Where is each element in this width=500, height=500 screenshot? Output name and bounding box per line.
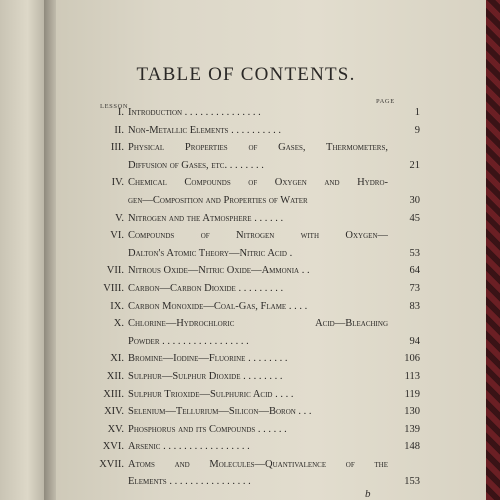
page-number: 106: [404, 353, 420, 365]
toc-entry-line: [80, 195, 420, 213]
table-of-contents: [80, 107, 420, 487]
lesson-title: Nitrous Oxide—Nitric Oxide—Ammonia . .: [128, 265, 310, 277]
lesson-number: IX.: [110, 300, 124, 312]
lesson-number: X.: [113, 318, 124, 330]
lesson-title: Sulphur—Sulphur Dioxide . . . . . . . .: [128, 370, 283, 382]
toc-entry-line: [80, 459, 420, 477]
lesson-number: XIII.: [103, 388, 124, 400]
toc-entry-line: [80, 371, 420, 389]
lesson-title: Dalton's Atomic Theory—Nitric Acid .: [128, 247, 293, 259]
lesson-title: Bromine—Iodine—Fluorine . . . . . . . .: [128, 353, 288, 365]
toc-entry-line: [80, 318, 420, 336]
lesson-title: Phosphorus and its Compounds . . . . . .: [128, 423, 287, 435]
page-number: 30: [409, 194, 420, 206]
page-number: 9: [414, 124, 420, 136]
toc-entry-line: [80, 353, 420, 371]
page-number: 73: [409, 282, 420, 294]
lesson-title: Sulphur Trioxide—Sulphuric Acid . . . .: [128, 388, 294, 400]
page-title: TABLE OF CONTENTS.: [136, 64, 356, 85]
left-page-edge: [0, 0, 46, 500]
toc-entry-line: [80, 125, 420, 143]
lesson-number: XV.: [107, 423, 124, 435]
toc-entry-line: [80, 283, 420, 301]
lesson-number: XI.: [110, 353, 124, 365]
toc-entry-line: [80, 142, 420, 160]
lesson-title: Carbon—Carbon Dioxide . . . . . . . . .: [128, 282, 284, 294]
lesson-number: I.: [117, 107, 124, 118]
page-number: 119: [404, 388, 420, 400]
lesson-number: VII.: [106, 265, 124, 277]
page-number: 83: [409, 300, 420, 312]
lesson-title: Arsenic . . . . . . . . . . . . . . . . .: [128, 441, 250, 453]
toc-entry-line: [80, 336, 420, 354]
toc-entry-line: [80, 248, 420, 266]
lesson-title: Nitrogen and the Atmosphere . . . . . .: [128, 212, 284, 224]
page-column-header: PAGE: [376, 98, 395, 105]
page-number: 113: [404, 370, 420, 382]
toc-entry-line: [80, 389, 420, 407]
lesson-title: Physical Properties of Gases, Thermometers,: [128, 142, 388, 154]
toc-entry-line: [80, 177, 420, 195]
page-number: 94: [409, 335, 420, 347]
lesson-number: XVII.: [99, 458, 124, 470]
toc-entry-line: [80, 441, 420, 459]
lesson-number: III.: [110, 142, 124, 154]
lesson-number: II.: [114, 124, 124, 136]
lesson-title: gen—Composition and Properties of Water: [128, 194, 308, 206]
page-number: 130: [404, 406, 420, 418]
lesson-number: XIV.: [104, 406, 124, 418]
page-number: 45: [409, 212, 420, 224]
toc-entry-line: [80, 107, 420, 125]
lesson-title: Carbon Monoxide—Coal-Gas, Flame . . . .: [128, 300, 308, 312]
lesson-number: IV.: [111, 177, 124, 189]
page-number: 139: [404, 423, 420, 435]
toc-entry-line: [80, 265, 420, 283]
lesson-title: Powder . . . . . . . . . . . . . . . . .: [128, 335, 249, 347]
page-number: 64: [409, 265, 420, 277]
page-number: 21: [409, 159, 420, 171]
page-number: 53: [409, 247, 420, 259]
lesson-number: VIII.: [103, 282, 124, 294]
lesson-number: V.: [115, 212, 124, 224]
page-number: 153: [404, 476, 420, 488]
toc-entry-line: [80, 406, 420, 424]
lesson-number: XVI.: [102, 441, 124, 453]
toc-entry-line: [80, 424, 420, 442]
lesson-title: Atoms and Molecules—Quantivalence of the: [128, 458, 388, 470]
lesson-number: VI.: [110, 230, 124, 242]
toc-entry-line: [80, 213, 420, 231]
lesson-title: Elements . . . . . . . . . . . . . . . .: [128, 476, 251, 488]
lesson-number: XII.: [106, 370, 124, 382]
page-number: 1: [414, 107, 420, 118]
lesson-title: Compounds of Nitrogen with Oxygen—: [128, 230, 388, 242]
lesson-title: Diffusion of Gases, etc. . . . . . . .: [128, 159, 264, 171]
page-number: 148: [404, 441, 420, 453]
lesson-title: Chemical Compounds of Oxygen and Hydro-: [128, 177, 388, 189]
lesson-title: Chlorine—Hydrochloric Acid—Bleaching: [128, 318, 388, 330]
lesson-title: Selenium—Tellurium—Silicon—Boron . . .: [128, 406, 312, 418]
toc-entry-line: [80, 301, 420, 319]
lesson-title: Introduction . . . . . . . . . . . . . . .: [128, 107, 261, 118]
lesson-column-header: LESSON: [100, 103, 129, 110]
toc-entry-line: [80, 160, 420, 178]
toc-entry-line: [80, 230, 420, 248]
pencil-mark: b: [365, 488, 371, 500]
fabric-background: [486, 0, 500, 500]
lesson-title: Non-Metallic Elements . . . . . . . . . .: [128, 124, 281, 136]
